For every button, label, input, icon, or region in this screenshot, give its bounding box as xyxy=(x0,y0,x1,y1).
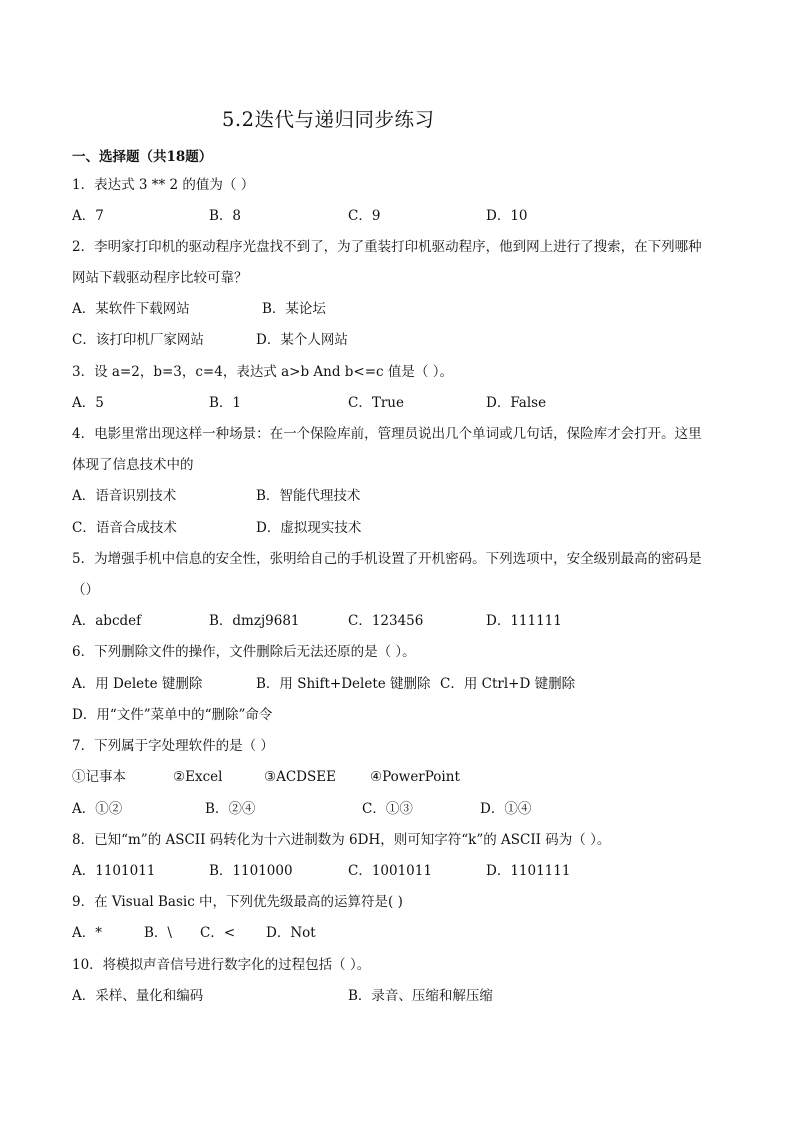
question-3-option-c: C．True xyxy=(348,395,404,411)
question-7-option-b: B．②④ xyxy=(205,801,256,817)
question-6-option-b: B．用 Shift+Delete 键删除 xyxy=(256,676,431,692)
question-7-stem: 7．下列属于字处理软件的是（ ） xyxy=(72,738,274,754)
question-4-option-a: A．语音识别技术 xyxy=(72,488,177,504)
question-10-option-b: B．录音、压缩和解压缩 xyxy=(348,988,493,1004)
question-2-option-a: A．某软件下载网站 xyxy=(72,301,190,317)
question-10-stem: 10．将模拟声音信号进行数字化的过程包括（ ）。 xyxy=(72,957,371,973)
question-9-stem: 9．在 Visual Basic 中，下列优先级最高的运算符是( ) xyxy=(72,894,403,910)
question-8-option-c: C．1001011 xyxy=(348,863,432,879)
question-7-option-c: C．①③ xyxy=(362,801,413,817)
question-1-stem: 1．表达式 3 ** 2 的值为（ ） xyxy=(72,177,255,193)
question-4-option-b: B．智能代理技术 xyxy=(256,488,361,504)
question-6-option-a: A．用 Delete 键删除 xyxy=(72,676,203,692)
question-5-option-a: A．abcdef xyxy=(72,613,142,629)
question-5-option-d: D．111111 xyxy=(486,613,562,629)
question-1-option-c: C．9 xyxy=(348,208,381,224)
question-1-option-d: D．10 xyxy=(486,208,528,224)
question-7-item-2: ②Excel xyxy=(173,769,223,785)
question-5-stem-line-1: 5．为增强手机中信息的安全性，张明给自己的手机设置了开机密码。下列选项中，安全级别最高的密码是 xyxy=(72,551,702,567)
question-2-stem-line-2: 网站下载驱动程序比较可靠？ xyxy=(72,270,248,286)
question-3-option-b: B．1 xyxy=(209,395,242,411)
question-2-option-c: C．该打印机厂家网站 xyxy=(72,332,204,348)
question-6-option-c: C．用 Ctrl+D 键删除 xyxy=(440,676,576,692)
question-1-option-b: B．8 xyxy=(209,208,242,224)
question-4-stem-line-2: 体现了信息技术中的 xyxy=(72,457,194,473)
question-4-option-c: C．语音合成技术 xyxy=(72,520,177,536)
document-title: 5.2迭代与递归同步练习 xyxy=(222,108,435,131)
question-8-option-b: B．1101000 xyxy=(209,863,293,879)
question-9-option-a: A．* xyxy=(72,925,102,941)
question-2-option-b: B．某论坛 xyxy=(262,301,326,317)
question-8-option-a: A．1101011 xyxy=(72,863,156,879)
question-9-option-d: D．Not xyxy=(266,925,316,941)
question-2-stem-line-1: 2．李明家打印机的驱动程序光盘找不到了，为了重装打印机驱动程序，他到网上进行了搜索，在下列哪种 xyxy=(72,239,702,255)
question-9-option-c: C．< xyxy=(200,925,236,941)
question-3-stem: 3．设 a=2，b=3，c=4，表达式 a>b And b<=c 值是（ ）。 xyxy=(72,364,453,380)
question-7-item-1: ①记事本 xyxy=(72,769,126,785)
question-6-stem: 6．下列删除文件的操作，文件删除后无法还原的是（ ）。 xyxy=(72,644,416,660)
question-5-option-b: B．dmzj9681 xyxy=(209,613,300,629)
question-10-option-a: A．采样、量化和编码 xyxy=(72,988,204,1004)
question-6-option-d: D．用“文件”菜单中的“删除”命令 xyxy=(72,707,273,723)
question-4-option-d: D．虚拟现实技术 xyxy=(256,520,362,536)
question-3-option-d: D．False xyxy=(486,395,547,411)
question-8-stem: 8．已知“m”的 ASCII 码转化为十六进制数为 6DH，则可知字符“k”的 ASCII 码为（ ）。 xyxy=(72,832,611,848)
question-8-option-d: D．1101111 xyxy=(486,863,571,879)
section-heading: 一、选择题（共18题） xyxy=(72,149,213,165)
question-5-option-c: C．123456 xyxy=(348,613,424,629)
question-1-option-a: A．7 xyxy=(72,208,104,224)
question-7-item-4: ④PowerPoint xyxy=(370,769,460,785)
question-7-option-a: A．①② xyxy=(72,801,123,817)
question-7-item-3: ③ACDSEE xyxy=(264,769,336,785)
question-3-option-a: A．5 xyxy=(72,395,104,411)
question-7-option-d: D．①④ xyxy=(480,801,532,817)
question-5-stem-line-2: （） xyxy=(72,582,99,598)
question-4-stem-line-1: 4．电影里常出现这样一种场景：在一个保险库前，管理员说出几个单词或几句话，保险库才会打开。这里 xyxy=(72,426,702,442)
question-2-option-d: D．某个人网站 xyxy=(256,332,348,348)
question-9-option-b: B．\ xyxy=(144,925,172,941)
